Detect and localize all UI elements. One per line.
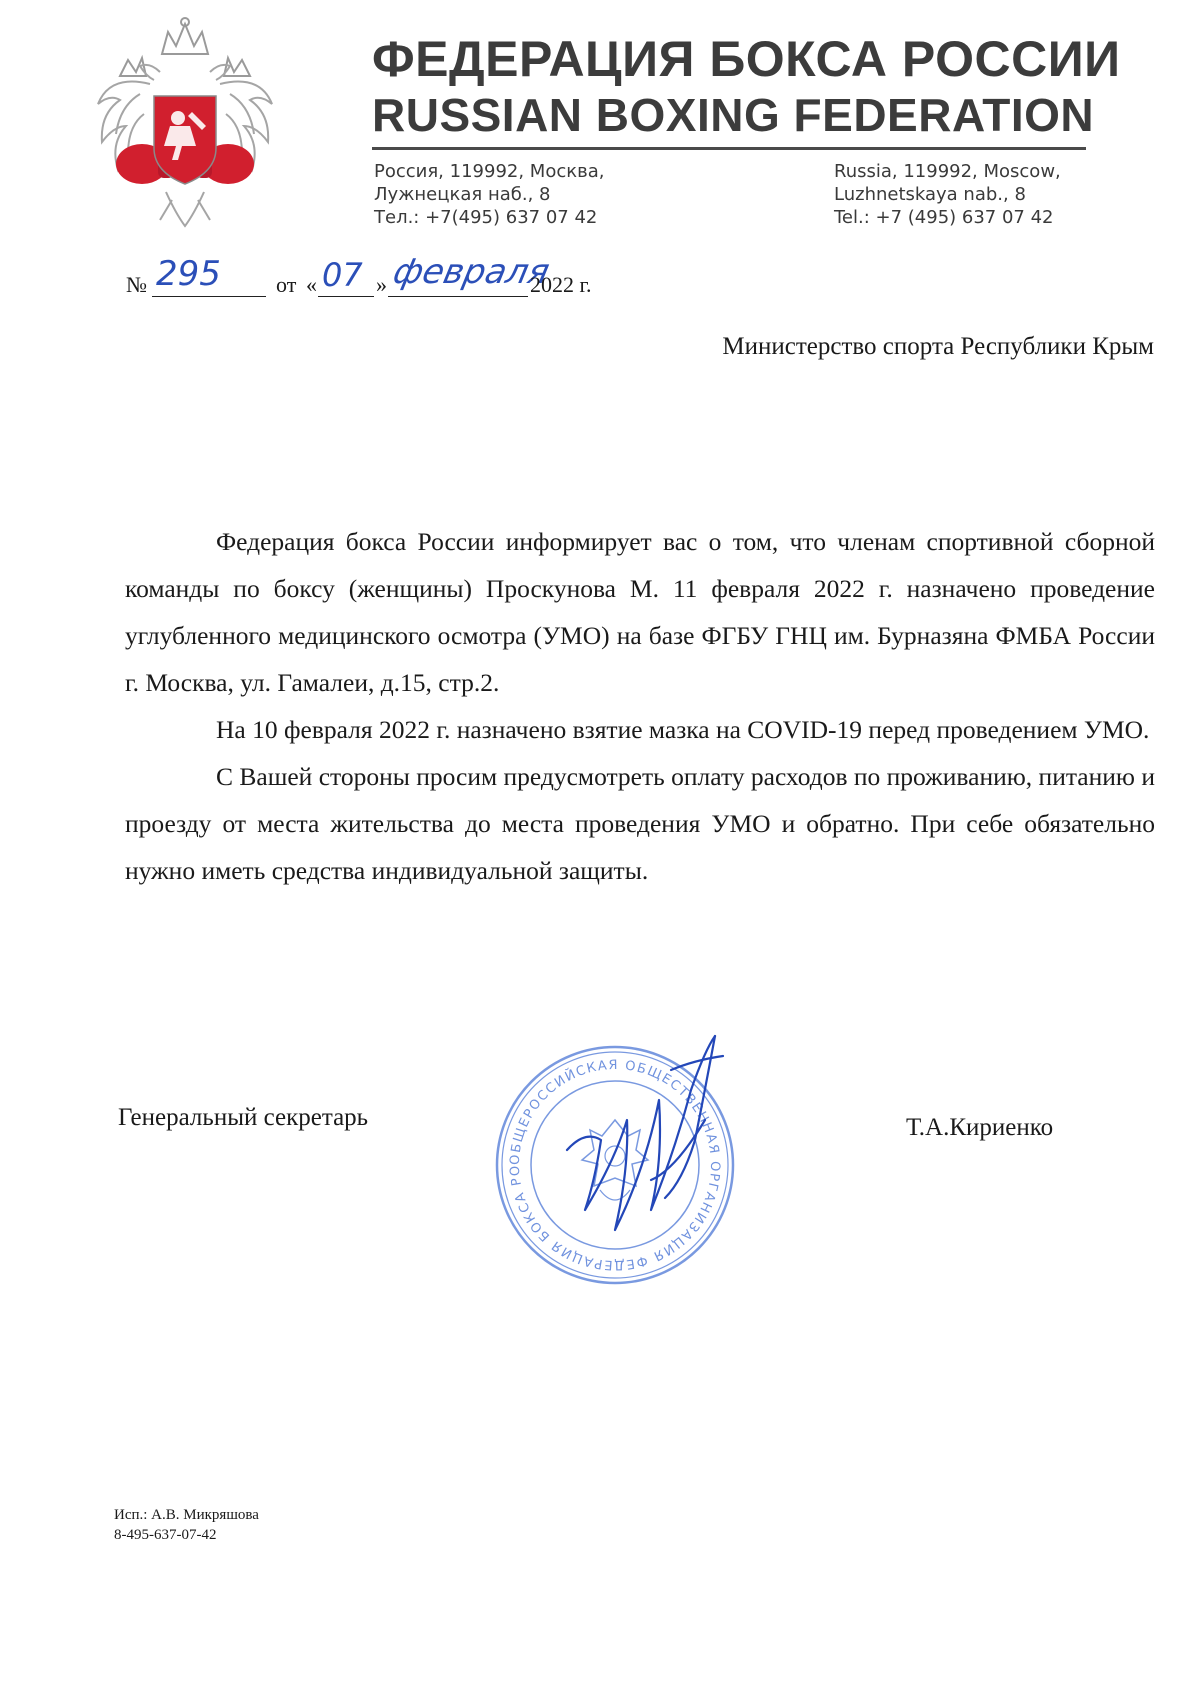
address-en-city: Russia, 119992, Moscow, — [834, 161, 1061, 182]
executor-phone: 8-495-637-07-42 — [114, 1527, 217, 1543]
body-paragraph: Федерация бокса России информирует вас о том, что членам спортивной сборной команды по боксу (женщины) Проскунова М. 11 февраля 2022 г. назначено проведение углубленного медицинского осмотра (УМО) на базе ФГБУ ГНЦ им. Бурназяна ФМБА России г. Москва, ул. Гамалеи, д.15, стр.2. — [125, 527, 1155, 697]
header-divider — [372, 147, 1086, 150]
quote-close: » — [376, 272, 387, 297]
address-en-phone: Tel.: +7 (495) 637 07 42 — [834, 207, 1054, 228]
letter-body — [125, 518, 1155, 894]
day-underline — [318, 296, 374, 297]
executor-info — [114, 1505, 259, 1545]
address-ru-street: Лужнецкая наб., 8 — [374, 184, 551, 205]
signer-title: Генеральный секретарь — [118, 1104, 369, 1131]
executor-name: Исп.: А.В. Микряшова — [114, 1507, 259, 1523]
registration-line — [126, 252, 646, 308]
registration-day: 07 — [322, 256, 363, 294]
number-sign: № — [126, 272, 147, 297]
body-paragraph: С Вашей стороны просим предусмотреть оплату расходов по проживанию, питанию и проезду от места жительства до места проведения УМО и обратно. При себе обязательно нужно иметь средства индивидуальной защиты. — [125, 762, 1155, 885]
signature-icon — [555, 1030, 745, 1260]
address-ru-phone: Тел.: +7(495) 637 07 42 — [374, 207, 598, 228]
org-name-en: RUSSIAN BOXING FEDERATION — [372, 89, 1095, 141]
address-ru — [374, 160, 604, 229]
number-underline — [152, 296, 266, 297]
seal-text: ОБЩЕРОССИЙСКАЯ ОБЩЕСТВЕННАЯ ОРГАНИЗАЦИЯ ФЕДЕРАЦИЯ БОКСА РО — [507, 1057, 723, 1273]
address-en-street: Luzhnetskaya nab., 8 — [834, 184, 1026, 205]
body-paragraph: На 10 февраля 2022 г. назначено взятие мазка на COVID-19 перед проведением УМО. — [216, 715, 1150, 744]
quote-open: « — [306, 272, 317, 297]
emblem-icon — [80, 14, 290, 239]
address-en — [834, 160, 1061, 229]
registration-year: 2022 г. — [530, 272, 592, 297]
addressee: Министерство спорта Республики Крым — [722, 333, 1154, 360]
signer-name: Т.А.Кириенко — [906, 1114, 1054, 1141]
registration-month: февраля — [389, 252, 553, 292]
month-underline — [388, 296, 528, 297]
address-ru-city: Россия, 119992, Москва, — [374, 161, 605, 182]
date-from-label: от — [276, 272, 297, 297]
registration-number: 295 — [156, 254, 221, 294]
org-name-ru: ФЕДЕРАЦИЯ БОКСА РОССИИ — [372, 31, 1121, 87]
